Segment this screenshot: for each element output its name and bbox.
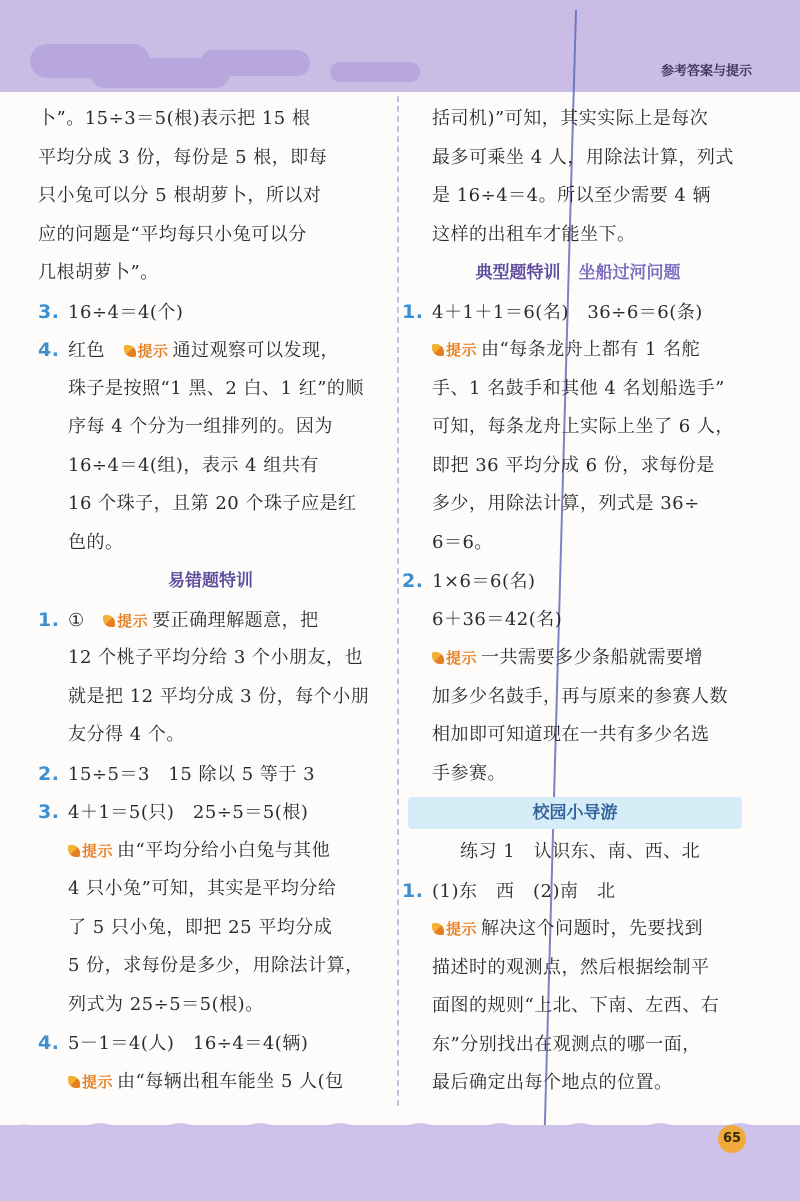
hint-line <box>38 1063 383 1102</box>
hint-text: 要正确理解题意，把 <box>152 609 319 631</box>
text-line <box>402 216 754 255</box>
hint-text: 是 16÷4＝4。所以至少需要 4 辆 <box>432 185 712 206</box>
hint-text: 即把 36 平均分成 6 份，求每份是 <box>432 454 715 476</box>
text-line <box>402 177 754 216</box>
text-line: 平均分成 3 份，每份是 5 根，即每 <box>38 146 328 168</box>
section-banner: 校园小导游 <box>408 797 742 829</box>
header-decoration <box>330 62 420 82</box>
left-column <box>38 100 383 1101</box>
text-line <box>38 639 383 678</box>
text-line <box>402 678 754 717</box>
text-line <box>38 678 383 717</box>
hint-text: 这样的出租车才能坐下。 <box>432 223 636 245</box>
answer-text: 6＋36＝42(名) <box>432 608 563 630</box>
text-line: 几根胡萝卜”。 <box>38 262 159 283</box>
answer-item-3 <box>38 793 383 832</box>
item-number: 4. <box>38 339 60 361</box>
item-number: 4. <box>38 1032 60 1054</box>
hint-text: 就是把 12 平均分成 3 份，每个小朋 <box>68 685 370 707</box>
text-line <box>402 716 754 755</box>
text-line <box>402 755 754 794</box>
hint-text: 友分得 4 个。 <box>68 724 185 745</box>
answer-item-1 <box>402 293 754 332</box>
hint-label: 提示 <box>446 341 478 359</box>
section-heading <box>402 254 754 293</box>
hint-label: 提示 <box>82 1072 114 1091</box>
text-line <box>402 524 754 563</box>
text-line <box>402 485 754 524</box>
text-line: 应的问题是“平均每只小兔可以分 <box>38 223 307 245</box>
section-subtitle: 坐船过河问题 <box>578 263 681 283</box>
item-number: 2. <box>402 570 424 592</box>
column-divider <box>397 96 399 1106</box>
text-line: 只小兔可以分 5 根胡萝卜，所以对 <box>38 185 322 206</box>
hint-text: 由“每辆出租车能坐 5 人(包 <box>117 1070 344 1092</box>
item-number: 1. <box>38 608 60 631</box>
item-number: 3. <box>38 300 60 323</box>
hint-text: 手参赛。 <box>432 762 506 784</box>
hint-text: 通过观察可以发现， <box>172 340 340 361</box>
hint-label: 提示 <box>446 649 478 667</box>
text-line <box>402 100 754 139</box>
hint-text: 面图的规则“上北、下南、左西、右 <box>432 995 720 1016</box>
page-number: 65 <box>718 1125 746 1153</box>
answer-item-4 <box>38 1024 383 1063</box>
hint-icon <box>124 345 136 357</box>
hint-text: 由“平均分给小白兔与其他 <box>117 839 331 861</box>
text-line <box>402 370 754 409</box>
answer-text: ① <box>68 609 85 631</box>
answer-text: 红色 <box>68 340 105 361</box>
answer-item-4 <box>38 331 383 370</box>
text-line <box>38 716 383 755</box>
text-line <box>402 1026 754 1065</box>
hint-text: 由“每条龙舟上都有 1 名舵 <box>481 339 701 360</box>
header-decoration <box>200 50 310 76</box>
exercise-title <box>402 833 754 872</box>
hint-text: 珠子是按照“1 黑、2 白、1 红”的顺 <box>68 377 364 399</box>
answer-item-3 <box>38 293 383 332</box>
text-line <box>38 909 383 948</box>
hint-icon <box>68 1076 80 1088</box>
hint-text: 列式为 25÷5＝5(根)。 <box>68 993 264 1015</box>
hint-text: 12 个桃子平均分给 3 个小朋友，也 <box>68 647 364 668</box>
hint-text: 最后确定出每个地点的位置。 <box>432 1072 673 1093</box>
text-line <box>38 485 383 524</box>
hint-icon <box>432 923 444 935</box>
answer-item-2 <box>38 755 383 794</box>
hint-label: 提示 <box>117 611 149 630</box>
text-line <box>38 986 383 1025</box>
footer-band <box>0 1125 800 1201</box>
exercise-title-text: 练习 1 认识东、南、西、北 <box>460 841 701 862</box>
hint-text: 东”分别找出在观测点的哪一面， <box>432 1033 701 1055</box>
answer-text: 4＋1＝5(只) 25÷5＝5(根) <box>68 802 309 823</box>
hint-text: 6＝6。 <box>432 531 493 553</box>
hint-text: 16 个珠子，且第 20 个珠子应是红 <box>68 493 357 514</box>
hint-text: 可知，每条龙舟上实际上坐了 6 人， <box>432 416 734 437</box>
answer-text: 4＋1＋1＝6(名) 36÷6＝6(条) <box>432 301 703 323</box>
hint-text: 相加即可知道现在一共有多少名选 <box>432 724 710 745</box>
text-line <box>402 447 754 486</box>
answer-item-1 <box>38 601 383 640</box>
hint-text: 解决这个问题时，先要找到 <box>481 918 704 939</box>
answer-text: 1×6＝6(名) <box>432 571 536 592</box>
text-line: 卜”。15÷3＝5(根)表示把 15 根 <box>38 108 311 129</box>
hint-text: 手、1 名鼓手和其他 4 名划船选手” <box>432 377 725 399</box>
hint-line <box>402 910 754 949</box>
answer-text: 5－1＝4(人) 16÷4＝4(辆) <box>68 1033 309 1054</box>
text-line <box>402 139 754 178</box>
right-column <box>402 100 754 1103</box>
hint-icon <box>68 845 80 857</box>
answer-text: 15÷5＝3 15 除以 5 等于 3 <box>68 763 316 785</box>
hint-label: 提示 <box>82 841 114 860</box>
hint-label: 提示 <box>137 342 169 360</box>
text-line <box>402 949 754 988</box>
section-heading: 易错题特训 <box>168 571 253 591</box>
hint-text: 一共需要多少条船就需要增 <box>481 647 704 668</box>
hint-line <box>38 832 383 871</box>
hint-text: 4 只小兔”可知，其实是平均分给 <box>68 878 337 899</box>
text-line <box>402 601 754 640</box>
answer-item-2 <box>402 562 754 601</box>
text-line <box>38 524 383 563</box>
text-line <box>38 947 383 986</box>
item-number: 1. <box>402 300 424 323</box>
hint-text: 括司机)”可知，其实实际上是每次 <box>432 108 709 129</box>
hint-text: 5 份，求每份是多少，用除法计算， <box>68 955 364 976</box>
hint-icon <box>103 615 115 627</box>
answer-item-1 <box>402 872 754 911</box>
text-line <box>402 408 754 447</box>
hint-text: 了 5 只小兔，即把 25 平均分成 <box>68 916 333 938</box>
text-line <box>38 408 383 447</box>
text-line <box>38 870 383 909</box>
hint-text: 描述时的观测点，然后根据绘制平 <box>432 956 710 978</box>
item-number: 3. <box>38 801 60 823</box>
text-line <box>402 987 754 1026</box>
text-line <box>38 370 383 409</box>
item-number: 2. <box>38 762 60 785</box>
hint-label: 提示 <box>446 920 478 938</box>
answer-text: 16÷4＝4(个) <box>68 301 184 323</box>
text-line <box>38 447 383 486</box>
item-number: 1. <box>402 879 424 902</box>
section-title: 典型题特训 <box>475 263 561 283</box>
hint-text: 序每 4 个分为一组排列的。因为 <box>68 416 333 437</box>
hint-text: 多少，用除法计算，列式是 36÷ <box>432 493 700 514</box>
hint-text: 16÷4＝4(组)，表示 4 组共有 <box>68 454 319 476</box>
hint-icon <box>432 652 444 664</box>
hint-line <box>402 331 754 370</box>
hint-line <box>402 639 754 678</box>
header-title: 参考答案与提示 <box>660 64 752 79</box>
hint-text: 加多少名鼓手，再与原来的参赛人数 <box>432 685 728 707</box>
hint-icon <box>432 344 444 356</box>
hint-text: 最多可乘坐 4 人，用除法计算，列式 <box>432 146 734 168</box>
hint-text: 色的。 <box>68 531 124 553</box>
answer-text: (1)东 西 (2)南 北 <box>432 880 616 902</box>
text-line <box>402 1064 754 1103</box>
